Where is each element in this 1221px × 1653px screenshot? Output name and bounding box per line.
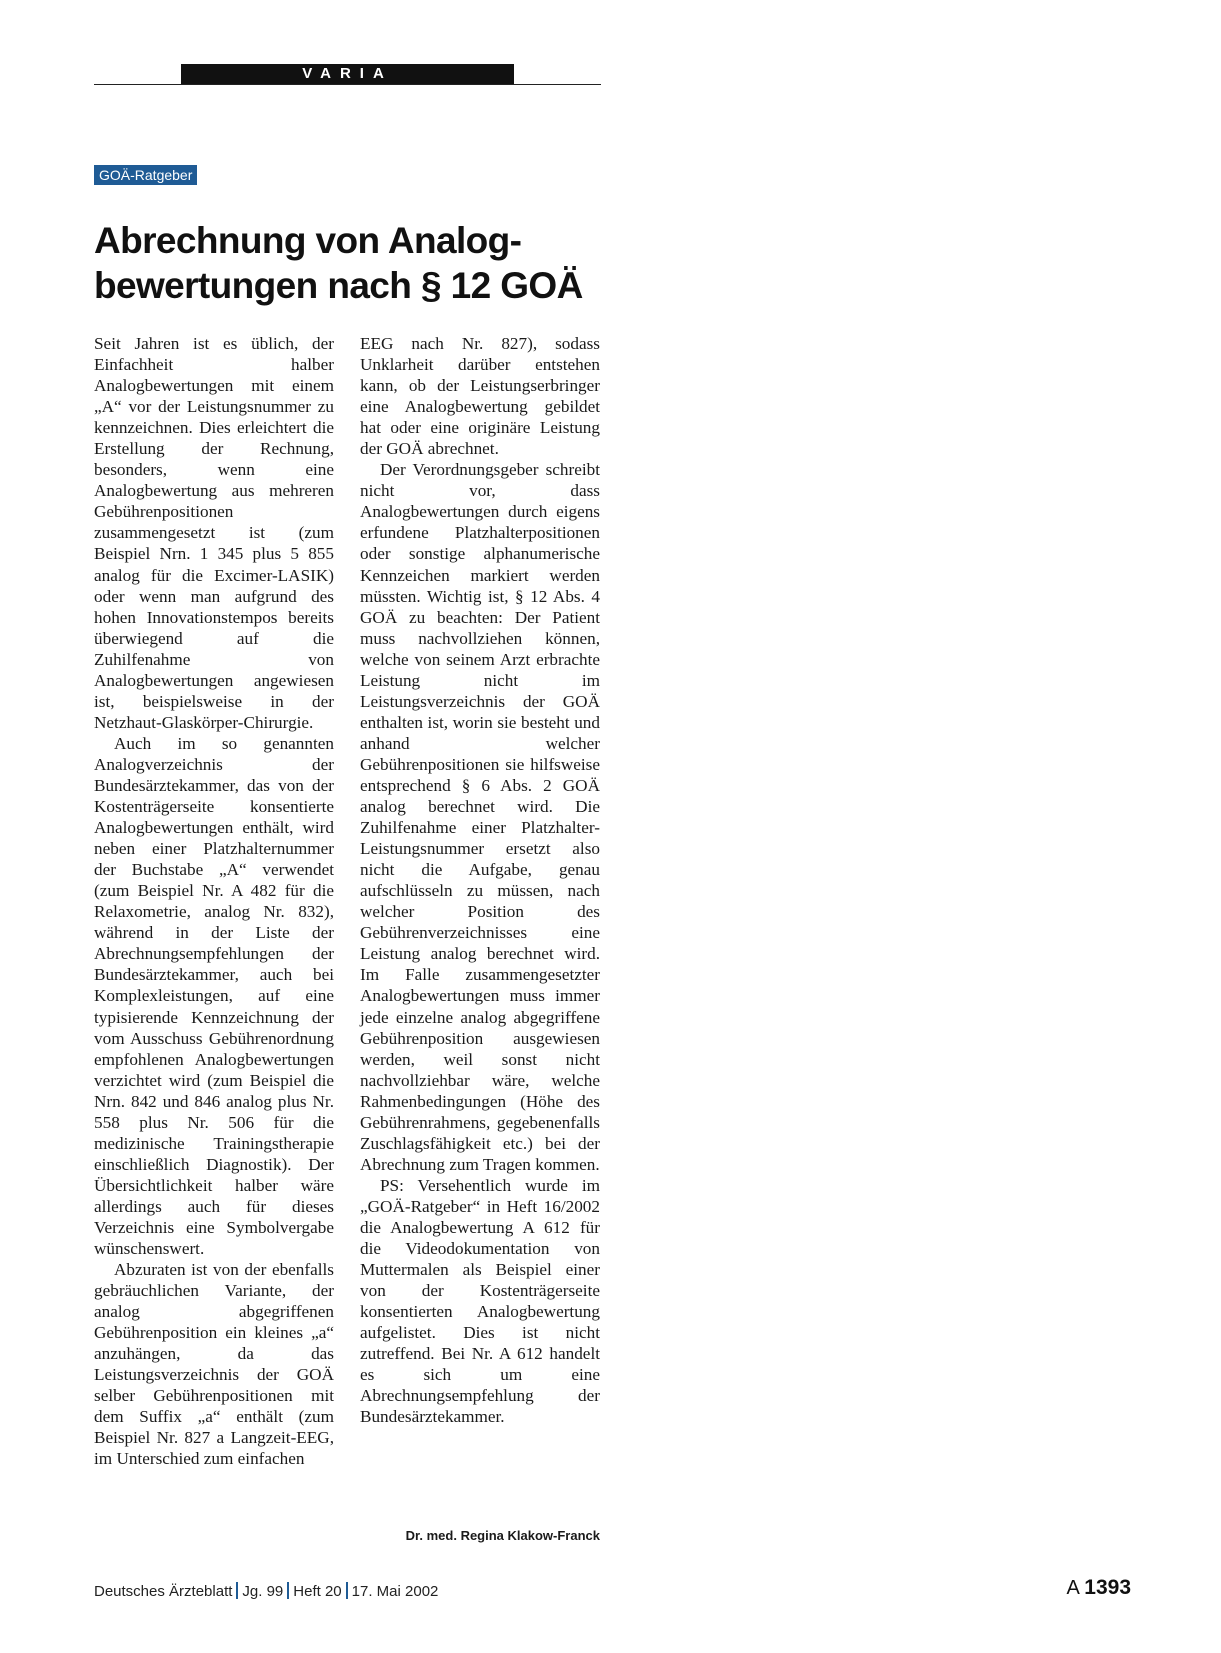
journal-issue: Heft 20 (293, 1583, 342, 1600)
paragraph: EEG nach Nr. 827), sodass Unklarheit darüber entstehen kann, ob der Leistungserbringer eine Analogbewertung gebildet hat oder eine originäre Leistung der GOÄ abrechnet. (360, 334, 600, 459)
footer-separator (346, 1582, 348, 1599)
author-signature: Dr. med. Regina Klakow-Franck (405, 1528, 600, 1543)
section-label: VARIA (181, 64, 514, 84)
page-prefix: A (1066, 1577, 1079, 1599)
journal-name: Deutsches Ärzteblatt (94, 1583, 233, 1600)
article-title-line2: bewertungen nach § 12 GOÄ (94, 265, 583, 306)
section-rule (94, 84, 601, 85)
page-number-value: 1393 (1084, 1576, 1131, 1599)
paragraph: Abzuraten ist von der ebenfalls gebräuchlichen Variante, der analog abgegriffenen Gebührenposition ein kleines „a“ anzuhängen, da das Leistungsverzeichnis der GOÄ selber Gebührenpositionen mit dem Suffix „a“ enthält (zum Beispiel Nr. 827 a Langzeit-EEG, im Unterschied zum einfachen (94, 1260, 334, 1469)
footer-separator (287, 1582, 289, 1599)
page-number (1066, 1576, 1131, 1600)
paragraph: Seit Jahren ist es üblich, der Einfachheit halber Analogbewertungen mit einem „A“ vor der Leistungsnummer zu kennzeichnen. Dies erleichtert die Erstellung der Rechnung, besonders, wenn eine Analogbewertung aus mehreren Gebührenpositionen zusammengesetzt ist (zum Beispiel Nrn. 1 345 plus 5 855 analog für die Excimer-LASIK) oder wenn man aufgrund des hohen Innovationstempos bereits überwiegend auf die Zuhilfenahme von Analogbewertungen angewiesen ist, beispielsweise in der Netzhaut-Glaskörper-Chirurgie. (94, 334, 334, 732)
paragraph: Der Verordnungsgeber schreibt nicht vor, dass Analogbewertungen durch eigens erfundene Platzhalterpositionen oder sonstige alphanumerische Kennzeichen markiert werden müssten. Wichtig ist, § 12 Abs. 4 GOÄ zu beachten: Der Patient muss nachvollziehen können, welche von seinem Arzt erbrachte Leistung nicht im Leistungsverzeichnis der GOÄ enthalten ist, worin sie besteht und anhand welcher Gebührenpositionen sie hilfsweise entsprechend § 6 Abs. 2 GOÄ analog berechnet wird. Die Zuhilfenahme einer Platzhalter-Leistungsnummer ersetzt also nicht die Aufgabe, genau aufschlüsseln zu müssen, nach welcher Position des Gebührenverzeichnisses eine Leistung analog berechnet wird. Im Falle zusammengesetzter Analogbewertungen muss immer jede einzelne analog abgegriffene Gebührenposition ausgewiesen werden, weil sonst nicht nachvollziehbar wäre, welche Rahmenbedingungen (Höhe des Gebührenrahmens, gegebenenfalls Zuschlagsfähigkeit etc.) bei der Abrechnung zum Tragen kommen. (360, 460, 600, 1174)
paragraph: PS: Versehentlich wurde im „GOÄ-Ratgeber“ in Heft 16/2002 die Analogbewertung A 612 für die Videodokumentation von Muttermalen als Beispiel einer von der Kostenträgerseite konsentierten Analogbewertung aufgelistet. Dies ist nicht zutreffend. Bei Nr. A 612 handelt es sich um eine Abrechnungsempfehlung der Bundesärztekammer. (360, 1175, 600, 1427)
footer-citation (94, 1582, 438, 1600)
paragraph: Auch im so genannten Analogverzeichnis der Bundesärztekammer, das von der Kostenträgerseite konsentierte Analogbewertungen enthält, wird neben einer Platzhalternummer der Buchstabe „A“ verwendet (zum Beispiel Nr. A 482 für die Relaxometrie, analog Nr. 832), während in der Liste der Abrechnungsempfehlungen der Bundesärztekammer, auch bei Komplexleistungen, auf eine typisierende Kennzeichnung der vom Ausschuss Gebührenordnung empfohlenen Analogbewertungen verzichtet wird (zum Beispiel die Nrn. 842 und 846 analog plus Nr. 558 plus Nr. 506 für die medizinische Trainingstherapie einschließlich Diagnostik). Der Übersichtlichkeit halber wäre allerdings auch für dieses Verzeichnis eine Symbolvergabe wünschenswert. (94, 733, 334, 1259)
journal-volume: Jg. 99 (242, 1583, 284, 1600)
category-tag: GOÄ-Ratgeber (94, 165, 197, 185)
journal-date: 17. Mai 2002 (351, 1583, 439, 1600)
article-title (94, 218, 694, 308)
article-column-right (360, 333, 600, 1427)
article-column-left (94, 333, 334, 1470)
article-title-line1: Abrechnung von Analog- (94, 220, 522, 261)
footer-separator (236, 1582, 238, 1599)
